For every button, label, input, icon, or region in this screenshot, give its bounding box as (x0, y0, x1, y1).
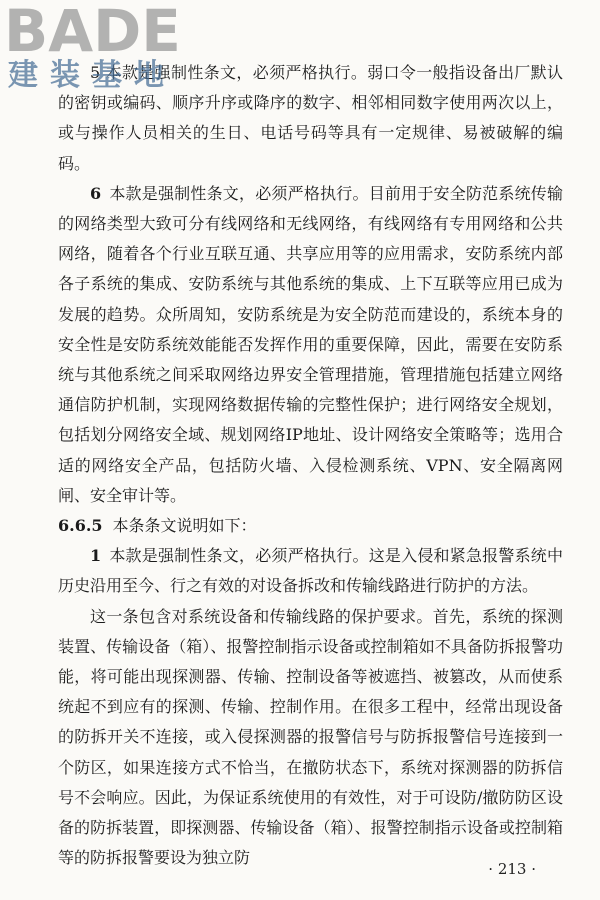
logo-subtitle: 建装基地 (8, 58, 176, 93)
section-heading (58, 511, 563, 541)
paragraph-item-5: 5 本款是强制性条文，必须严格执行。弱口令一般指设备出厂默认的密钥或编码、顺序升序或降序的数字、相邻相同数字使用两次以上，或与操作人员相关的生日、电话号码等具有一定规律、易被破解的编码。 (58, 63, 563, 173)
section-number: 6.6.5 (58, 516, 103, 536)
paragraph-explanation: 这一条包含对系统设备和传输线路的保护要求。首先，系统的探测装置、传输设备（箱）、报警控制指示设备或控制箱如不具备防拆报警功能，将可能出现探测器、传输、控制设备等被遮挡、被篡改，从而使系统起不到应有的探测、传输、控制作用。在很多工程中，经常出现设备的防拆开关不连接，或入侵探测器的报警信号与防拆报警信号连接到一个防区，如果连接方式不恰当，在撤防状态下，系统对探测器的防拆信号不会响应。因此，为保证系统使用的有效性，对于可设防/撤防防区设备的防拆装置，即探测器、传输设备（箱）、报警控制指示设备或控制箱等的防拆报警要设为独立防 (58, 606, 563, 868)
paragraph-text: 本款是强制性条文，必须严格执行。这是入侵和紧急报警系统中历史沿用至今、行之有效的对设备拆改和传输线路进行防护的方法。 (58, 546, 563, 596)
watermark-logo (4, 2, 181, 92)
paragraph-item-6 (58, 179, 563, 511)
item-number: 6 (90, 183, 102, 203)
paragraph-text: 本款是强制性条文，必须严格执行。目前用于安全防范系统传输的网络类型大致可分有线网络和无线网络，有线网络有专用网络和公共网络，随着各个行业互联互通、共享应用等的应用需求，安防系统内部各子系统的集成、安防系统与其他系统的集成、上下互联等应用已成为发展的趋势。众所周知，安防系统是为安全防范而建设的，系统本身的安全性是安防系统效能能否发挥作用的重要保障，因此，需要在安防系统与其他系统之间采取网络边界安全管理措施，管理措施包括建立网络通信防护机制，实现网络数据传输的完整性保护；进行网络安全规划，包括划分网络安全域、规划网络IP地址、设计网络安全策略等；选用合适的网络安全产品，包括防火墙、入侵检测系统、VPN、安全隔离网闸、安全审计等。 (58, 183, 563, 505)
logo-wordmark: BADE (4, 0, 181, 65)
item-number: 1 (90, 546, 102, 566)
paragraph-item-1 (58, 541, 563, 601)
document-body (58, 58, 563, 873)
section-title: 本条条文说明如下： (112, 516, 257, 536)
page-number: · 213 · (488, 860, 536, 878)
